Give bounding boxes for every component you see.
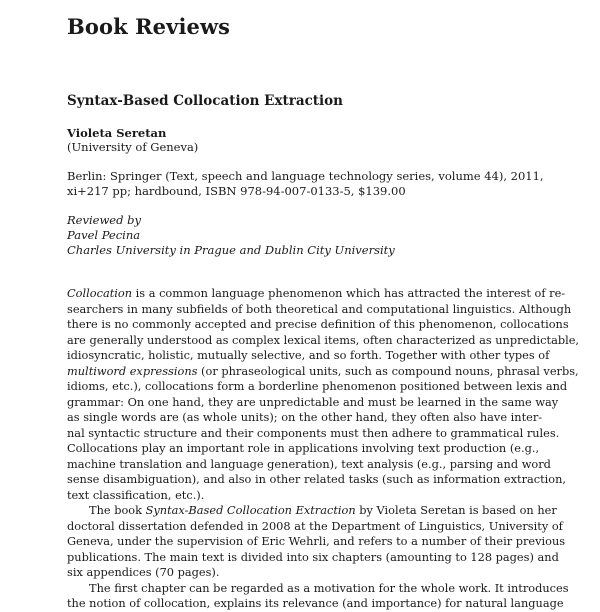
text-run: is a common language phenomenon which has attracted the interest of re- — [132, 286, 566, 300]
publication-info — [67, 169, 544, 199]
body-line: Collocations play an important role in applications involving text production (e.g., — [67, 441, 540, 455]
emphasis: Syntax-Based Collocation Extraction — [145, 503, 356, 517]
body-line — [67, 286, 566, 302]
body-line: publications. The main text is divided into six chapters (amounting to 128 pages) and — [67, 549, 559, 564]
reviewed-by-label: Reviewed by — [67, 213, 141, 227]
body-line: grammar: On one hand, they are unpredictable and must be learned in the same way — [67, 394, 559, 409]
publication-line: Berlin: Springer (Text, speech and language technology series, volume 44), 2011, — [67, 169, 544, 183]
body-line: nal syntactic structure and their components must then adhere to grammatical rules. — [67, 425, 560, 440]
body-line: The first chapter can be regarded as a motivation for the whole work. It introduces — [89, 580, 569, 595]
body-line — [67, 363, 579, 380]
emphasis: Collocation — [67, 286, 133, 300]
text-run: by Violeta Seretan is based on her — [355, 503, 557, 517]
text-run: (or phraseological units, such as compound nouns, phrasal verbs, — [197, 363, 579, 378]
body-line: Geneva, under the supervision of Eric Wehrli, and refers to a number of their previous — [67, 534, 566, 548]
author-affiliation: (University of Geneva) — [67, 140, 199, 154]
book-title: Syntax-Based Collocation Extraction — [67, 93, 343, 109]
body-line — [67, 503, 557, 519]
reviewer-name: Pavel Pecina — [67, 228, 141, 242]
body-line: idiosyncratic, holistic, mutually selective, and so forth. Together with other types of — [67, 348, 550, 362]
body-line: six appendices (70 pages). — [67, 565, 220, 579]
body-line: are generally understood as complex lexical items, often characterized as unpredictable, — [67, 332, 580, 347]
body-line: as single words are (as whole units); on the other hand, they often also have inter- — [67, 410, 543, 424]
publication-line: xi+217 pp; hardbound, ISBN 978-94-007-0133-5, $139.00 — [67, 184, 406, 198]
body-line: searchers in many subfields of both theoretical and computational linguistics. Although — [67, 301, 572, 316]
body-line: doctoral dissertation defended in 2008 at the Department of Linguistics, University of — [67, 518, 563, 533]
body-line: there is no commonly accepted and precise definition of this phenomenon, collocations — [67, 317, 569, 331]
body-line: idioms, etc.), collocations form a borderline phenomenon positioned between lexis and — [67, 379, 568, 393]
review-body — [67, 286, 580, 612]
emphasis: multiword expressions — [67, 363, 198, 378]
author-name: Violeta Seretan — [67, 126, 167, 140]
text-run: The book — [89, 503, 146, 517]
body-line: machine translation and language generation), text analysis (e.g., parsing and word — [67, 456, 551, 471]
section-title: Book Reviews — [67, 14, 231, 39]
reviewer-affiliation: Charles University in Prague and Dublin City University — [67, 243, 395, 257]
reviewer-block — [67, 213, 395, 258]
body-line: sense disambiguation), and also in other related tasks (such as information extraction, — [67, 472, 567, 486]
body-line: the notion of collocation, explains its relevance (and importance) for natural language — [67, 596, 564, 610]
body-line: text classification, etc.). — [67, 487, 205, 502]
